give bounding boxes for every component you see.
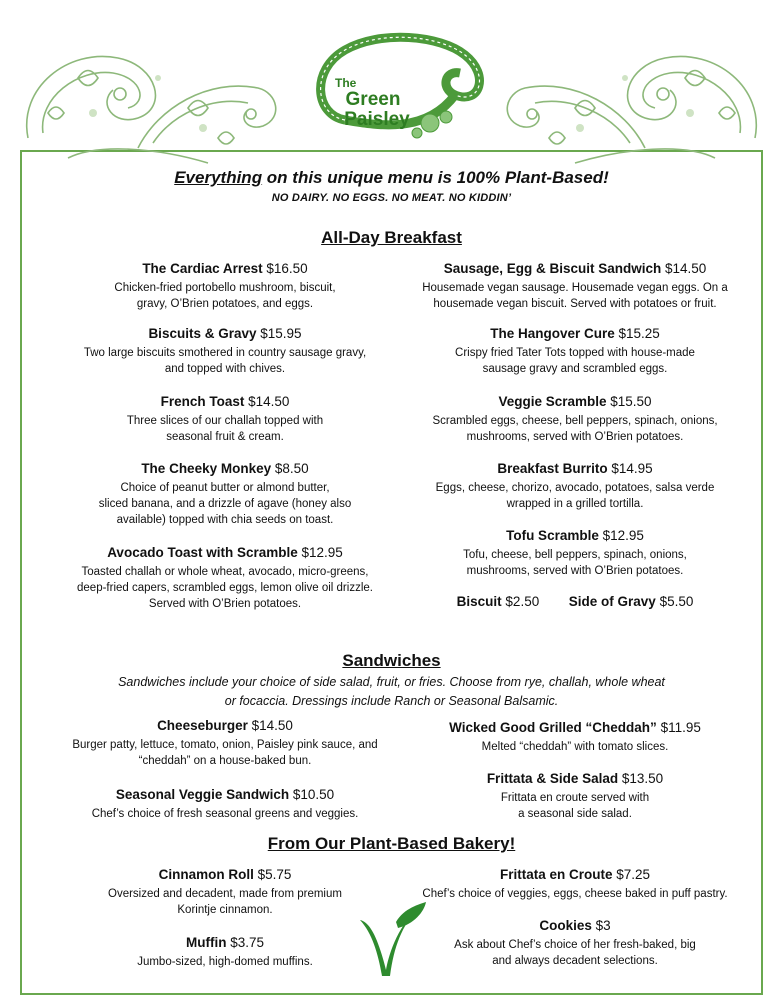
item-price: $10.50 [292, 787, 335, 802]
item-price: $7.25 [616, 867, 651, 882]
item-description [410, 280, 740, 312]
item-name: Cheeseburger [157, 718, 248, 733]
sandwich-note-line: Sandwiches include your choice of side salad, fruit, or fries. Choose from rye, challah, whole wheat [118, 675, 665, 689]
menu-item [410, 527, 740, 579]
item-name: Cookies [539, 918, 592, 933]
item-name: Breakfast Burrito [497, 461, 608, 476]
item-description [410, 345, 740, 377]
item-price: $13.50 [621, 771, 664, 786]
item-description-line: housemade vegan biscuit. Served with potatoes or fruit. [433, 298, 717, 310]
item-price: $14.50 [251, 718, 293, 733]
item-price: $16.50 [266, 261, 308, 276]
item-price: $14.95 [611, 461, 653, 476]
side-price: $5.50 [659, 594, 694, 609]
menu-item [60, 393, 390, 445]
side-price: $2.50 [505, 594, 540, 609]
menu-item [410, 260, 740, 312]
item-description [60, 413, 390, 445]
item-name: Seasonal Veggie Sandwich [115, 787, 290, 802]
item-description-line: Chicken-fried portobello mushroom, biscuit, [114, 282, 336, 294]
item-price: $3 [595, 918, 611, 933]
item-description-line: available) topped with chia seeds on toast. [116, 514, 334, 526]
item-description-line: sausage gravy and scrambled eggs. [482, 363, 668, 375]
menu-item [60, 934, 390, 970]
menu-item-title [60, 717, 390, 735]
item-description-line: “cheddah” on a house-baked bun. [138, 755, 312, 767]
plant-based-tagline [0, 168, 783, 188]
item-description-line: Served with O’Brien potatoes. [148, 598, 302, 610]
menu-item-title [60, 786, 390, 804]
item-description [60, 737, 390, 769]
item-price: $12.95 [301, 545, 343, 560]
menu-item [60, 544, 390, 612]
item-description-line: Eggs, cheese, chorizo, avocado, potatoes, salsa verde [435, 482, 715, 494]
logo-paisley: Paisley [344, 109, 410, 130]
item-name: Cinnamon Roll [158, 867, 254, 882]
item-description [410, 937, 740, 969]
item-description-line: seasonal fruit & cream. [166, 431, 284, 443]
item-name: The Hangover Cure [490, 326, 615, 341]
tagline-rest: on this unique menu is 100% Plant-Based! [262, 168, 609, 187]
item-description [60, 954, 390, 970]
menu-item [410, 770, 740, 822]
item-name: Biscuits & Gravy [148, 326, 257, 341]
item-description-line: Korintje cinnamon. [177, 904, 273, 916]
item-name: Frittata & Side Salad [486, 771, 619, 786]
menu-item-title [410, 460, 740, 478]
item-name: Wicked Good Grilled “Cheddah” [449, 720, 657, 735]
item-description [410, 480, 740, 512]
item-price: $15.50 [610, 394, 652, 409]
menu-item-title [60, 325, 390, 343]
item-name: Sausage, Egg & Biscuit Sandwich [443, 261, 662, 276]
item-description-line: Toasted challah or whole wheat, avocado, micro-greens, [81, 566, 369, 578]
menu-item-title [410, 260, 740, 278]
item-description-line: Chef’s choice of fresh seasonal greens and veggies. [91, 808, 359, 820]
breakfast-sides [410, 594, 740, 609]
tagline-emphasis: Everything [174, 168, 263, 187]
item-price: $15.25 [618, 326, 660, 341]
item-price: $5.75 [257, 867, 292, 882]
menu-item [60, 866, 390, 918]
item-price: $14.50 [665, 261, 707, 276]
side-name: Side of Gravy [568, 594, 656, 609]
sandwich-note [100, 673, 683, 711]
item-price: $14.50 [248, 394, 290, 409]
menu-item [410, 917, 740, 969]
menu-item [410, 719, 740, 755]
item-description-line: Oversized and decadent, made from premium [108, 888, 342, 900]
item-name: French Toast [160, 394, 245, 409]
item-description-line: mushrooms, served with O’Brien potatoes. [466, 431, 684, 443]
menu-item [60, 786, 390, 822]
item-description-line: Choice of peanut butter or almond butter, [120, 482, 330, 494]
item-description-line: deep-fried capers, scrambled eggs, lemon olive oil drizzle. [77, 582, 373, 594]
item-price: $3.75 [230, 935, 265, 950]
menu-item [60, 260, 390, 312]
item-name: Avocado Toast with Scramble [107, 545, 298, 560]
item-description-line: wrapped in a grilled tortilla. [506, 498, 644, 510]
menu-item-title [410, 719, 740, 737]
item-description-line: gravy, O’Brien potatoes, and eggs. [136, 298, 314, 310]
item-description-line: Two large biscuits smothered in country sausage gravy, [83, 347, 367, 359]
item-description-line: mushrooms, served with O’Brien potatoes. [466, 565, 684, 577]
paisley-ornament-left [8, 18, 288, 168]
item-description [60, 345, 390, 377]
item-description-line: sliced banana, and a drizzle of agave (honey also [98, 498, 352, 510]
item-name: Frittata en Croute [499, 867, 613, 882]
item-price: $8.50 [274, 461, 309, 476]
logo-green: Green [345, 89, 401, 110]
item-price: $11.95 [660, 720, 701, 735]
item-description [60, 480, 390, 528]
item-description-line: Chef’s choice of veggies, eggs, cheese baked in puff pastry. [422, 888, 728, 900]
logo-the: The [335, 76, 357, 90]
item-description [60, 806, 390, 822]
item-description-line: Melted “cheddah” with tomato slices. [481, 741, 669, 753]
item-description-line: Housemade vegan sausage. Housemade vegan eggs. On a [422, 282, 728, 294]
section-title-bakery: From Our Plant-Based Bakery! [267, 834, 516, 853]
sandwich-note-line: or focaccia. Dressings include Ranch or Seasonal Balsamic. [224, 694, 559, 708]
item-name: Tofu Scramble [506, 528, 599, 543]
section-title-breakfast: All-Day Breakfast [321, 228, 462, 247]
item-description-line: and always decadent selections. [492, 955, 658, 967]
menu-item [410, 393, 740, 445]
menu-item-title [60, 460, 390, 478]
item-description [410, 739, 740, 755]
menu-item-title [60, 260, 390, 278]
item-description [60, 280, 390, 312]
menu-item [410, 325, 740, 377]
menu-item-title [410, 917, 740, 935]
item-description-line: Three slices of our challah topped with [126, 415, 324, 427]
item-description-line: Ask about Chef’s choice of her fresh-baked, big [454, 939, 696, 951]
menu-item-title [60, 866, 390, 884]
logo-wordmark [323, 76, 423, 130]
menu-item [410, 866, 740, 902]
item-description [60, 886, 390, 918]
item-name: The Cardiac Arrest [142, 261, 263, 276]
item-description-line: Crispy fried Tater Tots topped with house-made [455, 347, 695, 359]
item-description-line: Burger patty, lettuce, tomato, onion, Paisley pink sauce, and [72, 739, 378, 751]
menu-item [410, 460, 740, 512]
item-name: Muffin [185, 935, 227, 950]
menu-item [60, 325, 390, 377]
menu-item-title [410, 866, 740, 884]
menu-item-title [60, 393, 390, 411]
item-description [410, 886, 740, 902]
menu-item-title [60, 934, 390, 952]
side-name: Biscuit [456, 594, 502, 609]
item-description-line: Jumbo-sized, high-domed muffins. [137, 956, 313, 968]
item-description-line: Tofu, cheese, bell peppers, spinach, onions, [463, 549, 687, 561]
item-description-line: Scrambled eggs, cheese, bell peppers, spinach, onions, [432, 415, 718, 427]
item-name: Veggie Scramble [498, 394, 607, 409]
item-description-line: a seasonal side salad. [518, 808, 632, 820]
item-description-line: and topped with chives. [164, 363, 286, 375]
paisley-ornament-right [495, 18, 775, 168]
menu-item-title [410, 393, 740, 411]
menu-item-title [60, 544, 390, 562]
section-title-sandwiches: Sandwiches [342, 651, 441, 670]
menu-item [60, 717, 390, 769]
item-description-line: Frittata en croute served with [500, 792, 650, 804]
item-price: $12.95 [602, 528, 644, 543]
item-name: The Cheeky Monkey [141, 461, 272, 476]
item-price: $15.95 [260, 326, 302, 341]
item-description [410, 547, 740, 579]
item-description [60, 564, 390, 612]
no-animal-products-note: NO DAIRY. NO EGGS. NO MEAT. NO KIDDIN’ [271, 192, 512, 204]
menu-item [60, 460, 390, 528]
menu-item-title [410, 527, 740, 545]
menu-item-title [410, 325, 740, 343]
menu-item-title [410, 770, 740, 788]
item-description [410, 790, 740, 822]
item-description [410, 413, 740, 445]
